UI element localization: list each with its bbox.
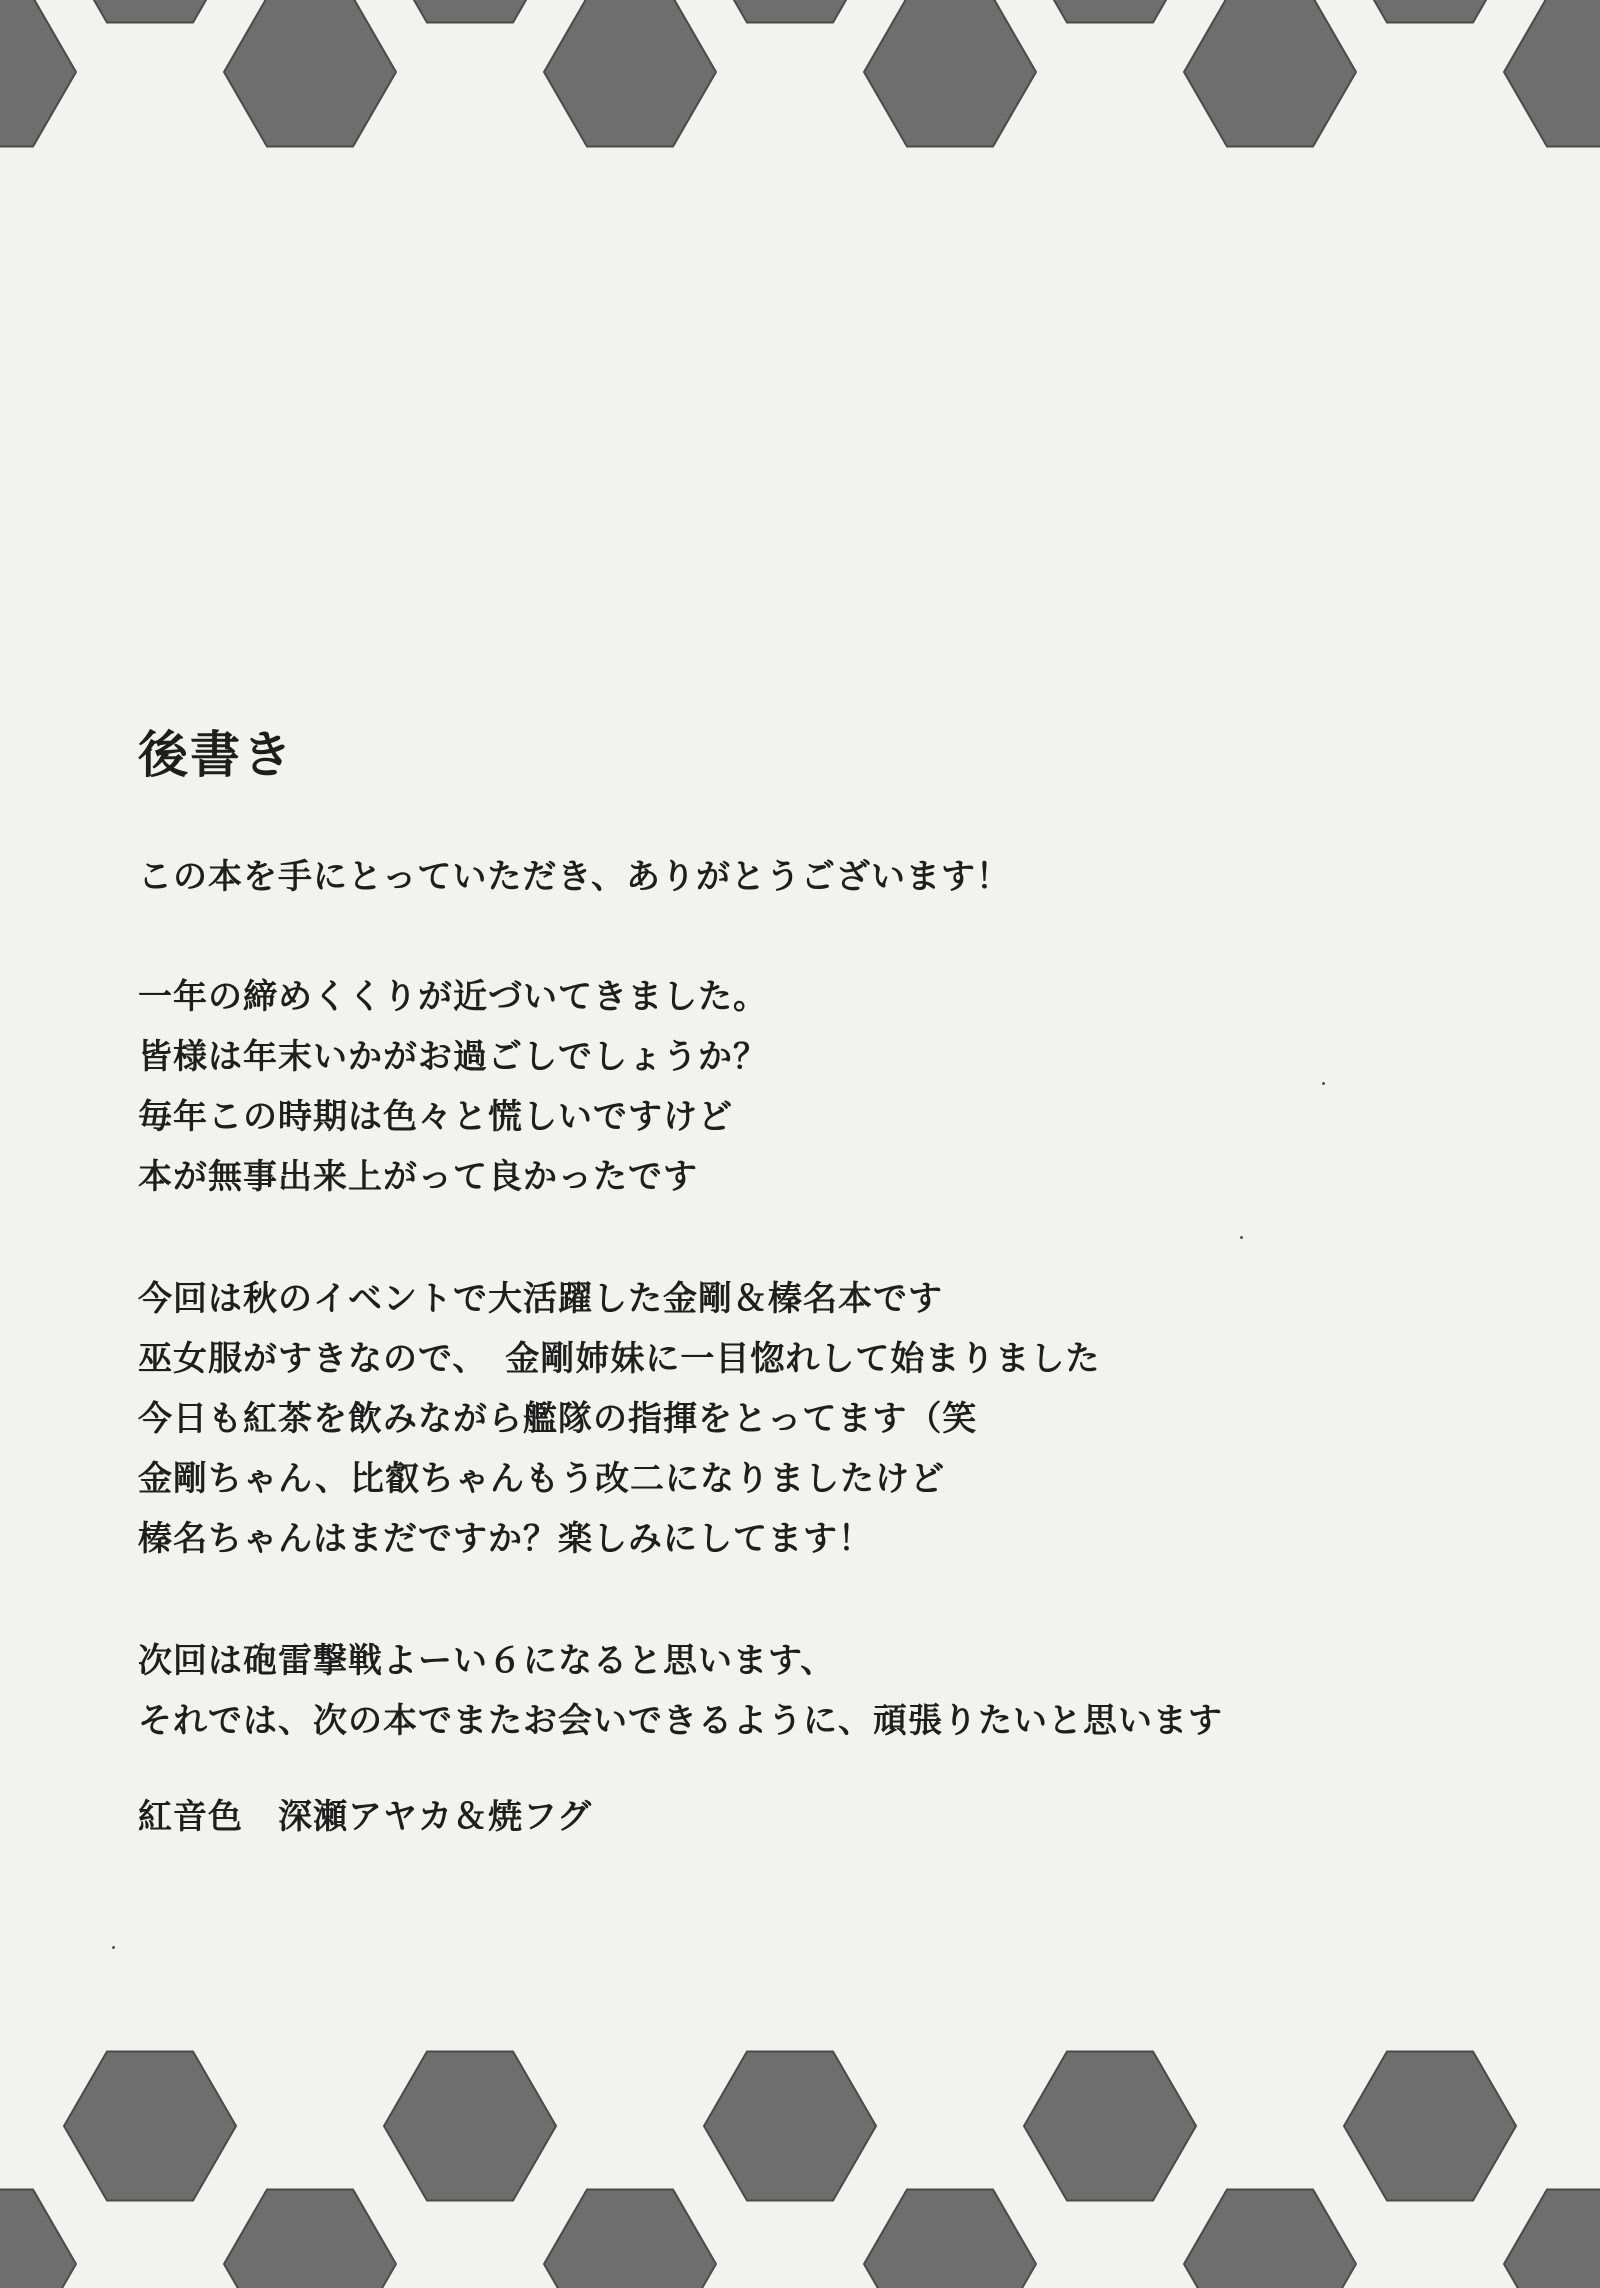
hexagon-icon	[1504, 0, 1600, 147]
hexagon-icon	[384, 0, 556, 23]
year-end-paragraph	[138, 967, 1518, 1207]
hexagon-icon	[544, 2190, 716, 2288]
afterword-section	[138, 725, 1518, 1847]
hexagon-icon	[1344, 0, 1516, 23]
hexagon-icon	[864, 0, 1036, 147]
hexagon-icon	[64, 0, 236, 23]
hexagon-icon	[1344, 2052, 1516, 2201]
book-topic-paragraph	[138, 1269, 1518, 1569]
hexagon-icon	[704, 2052, 876, 2201]
hexagon-icon	[544, 0, 716, 147]
paragraph-line: 一年の締めくくりが近づいてきました。	[138, 977, 768, 1017]
thanks-paragraph	[138, 847, 1518, 907]
paragraph-line: 毎年この時期は色々と慌しいですけど	[138, 1097, 733, 1137]
paper-speck	[112, 1946, 115, 1949]
paper-speck	[1240, 1236, 1243, 1239]
hexagon-icon	[1184, 0, 1356, 147]
hexagon-icon	[1504, 2190, 1600, 2288]
bottom-hexagon-pattern	[0, 2040, 1600, 2288]
author-signature: 紅音色 深瀬アヤカ＆焼フグ	[138, 1797, 592, 1837]
paragraph-line: 皆様は年末いかがお過ごしでしょうか？	[138, 1037, 768, 1077]
hexagon-icon	[224, 2190, 396, 2288]
hexagon-icon	[0, 2190, 76, 2288]
paragraph-line: 巫女服がすきなので、 金剛姉妹に一目惚れして始まりました	[138, 1339, 1101, 1379]
paper-speck	[1322, 1082, 1325, 1085]
hexagon-icon	[384, 2052, 556, 2201]
top-hexagon-border	[0, 0, 1600, 170]
hexagon-icon	[1184, 2190, 1356, 2288]
hexagon-icon	[0, 0, 76, 147]
afterword-heading: 後書き	[138, 726, 294, 784]
paragraph-line: 本が無事出来上がって良かったです	[138, 1157, 698, 1197]
hexagon-icon	[1024, 0, 1196, 23]
paragraph-line: 榛名ちゃんはまだですか？楽しみにしてます！	[138, 1519, 873, 1559]
bottom-hexagon-border	[0, 2040, 1600, 2288]
paragraph-line: この本を手にとっていただき、ありがとうございます！	[138, 857, 1011, 897]
paragraph-line: 金剛ちゃん、比叡ちゃんもう改二になりましたけど	[138, 1459, 946, 1499]
paragraph-line: 次回は砲雷撃戦よーい６になると思います、	[138, 1641, 836, 1681]
paragraph-line: 今回は秋のイベントで大活躍した金剛＆榛名本です	[138, 1279, 943, 1319]
hexagon-icon	[224, 0, 396, 147]
hexagon-icon	[64, 2052, 236, 2201]
hexagon-icon	[704, 0, 876, 23]
next-book-paragraph	[138, 1631, 1518, 1751]
hexagon-icon	[864, 2190, 1036, 2288]
top-hexagon-pattern	[0, 0, 1600, 170]
paragraph-line: 今日も紅茶を飲みながら艦隊の指揮をとってます（笑	[138, 1399, 978, 1439]
paragraph-line: それでは、次の本でまたお会いできるように、頑張りたいと思います	[138, 1701, 1223, 1741]
hexagon-icon	[1024, 2052, 1196, 2201]
